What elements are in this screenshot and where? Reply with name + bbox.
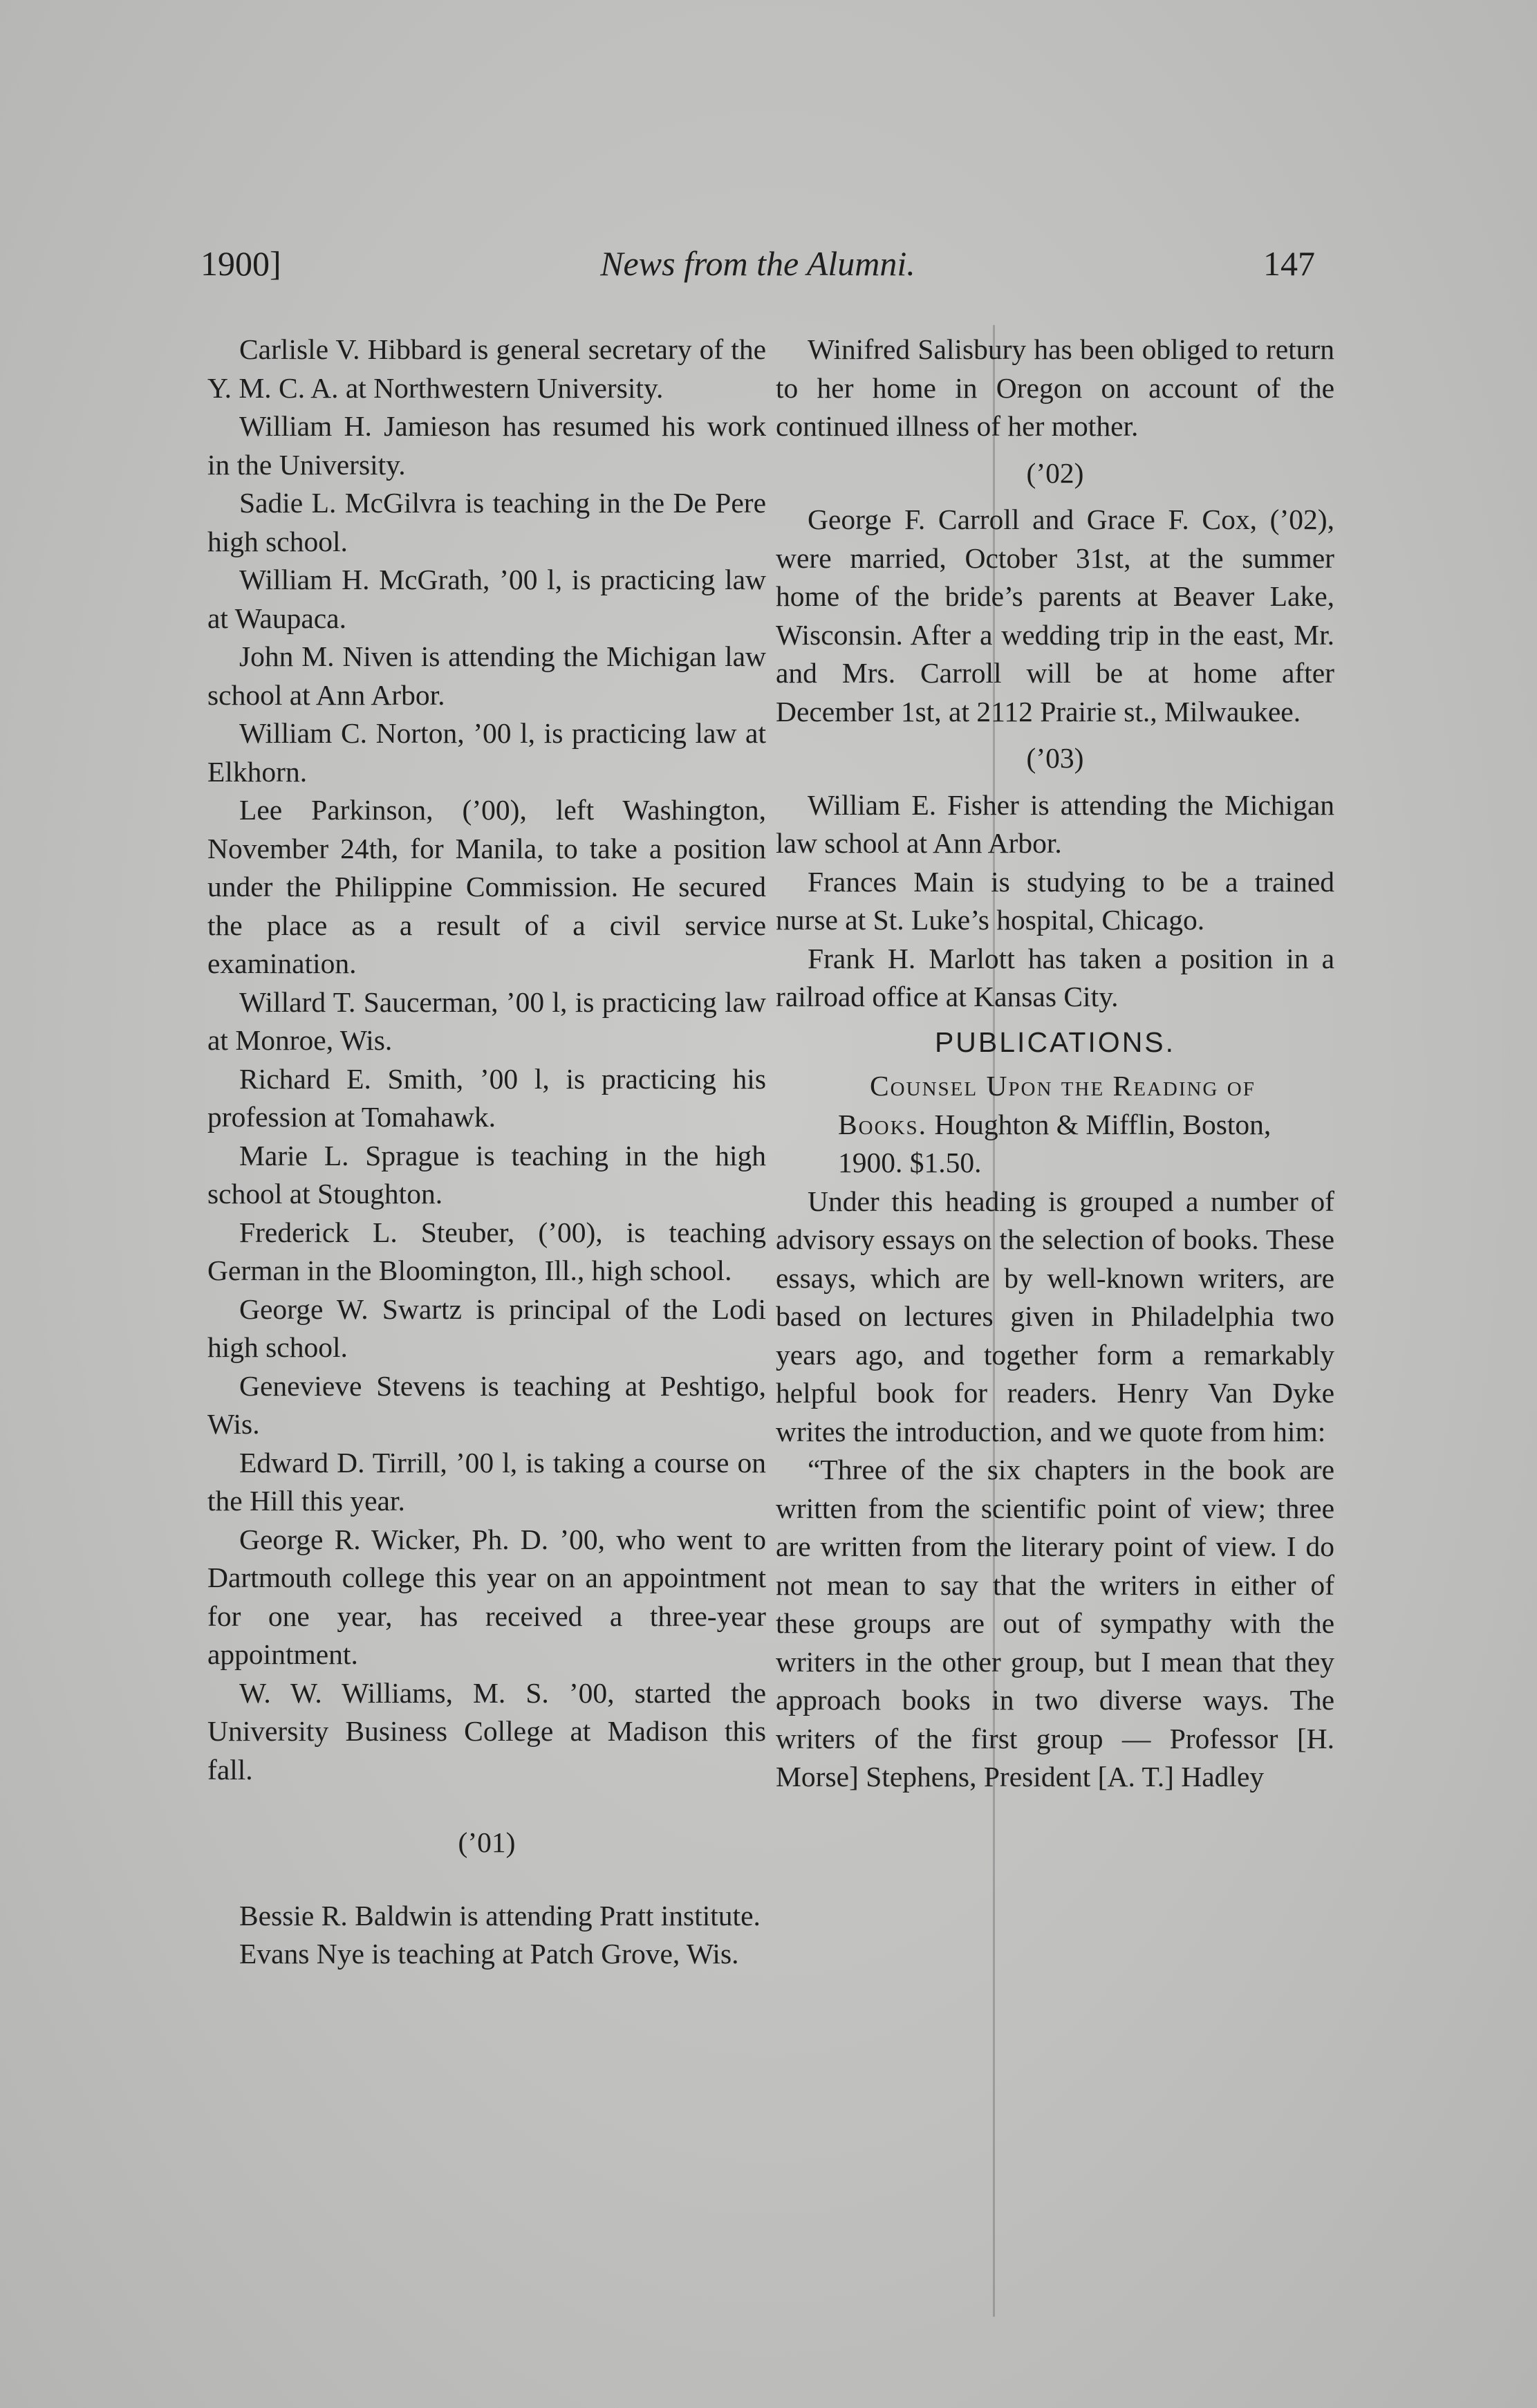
header-title: News from the Alumni.	[600, 244, 915, 283]
page-number: 147	[1263, 244, 1315, 283]
news-paragraph: Frank H. Marlott has taken a position in a railroad office at Kansas City.	[776, 942, 1334, 1012]
news-paragraph: George R. Wicker, Ph. D. ’00, who went to Dartmouth college this year on an appointment for one year, has received a three-year appointment.	[207, 1523, 766, 1670]
news-paragraph: Frances Main is studying to be a trained nurse at St. Luke’s hospital, Chicago.	[776, 865, 1334, 936]
right-column	[776, 331, 1334, 1797]
news-paragraph: William H. McGrath, ’00 l, is practicing law at Waupaca.	[207, 564, 766, 634]
running-header	[201, 243, 1315, 292]
news-paragraph: Willard T. Saucerman, ’00 l, is practicing law at Monroe, Wis.	[207, 985, 766, 1056]
review-paragraph: “Three of the six chapters in the book are written from the scientific point of view; three are written from the literary point of view. I do not mean to say that the writers in either of these groups are out of sympathy with the writers in the other group, but I mean that they approach books in two diverse ways. The writers of the first group — Professor [H. Morse] Stephens, President [A. T.] Hadley	[776, 1454, 1334, 1793]
class-section-heading: (’03)	[1026, 742, 1084, 774]
news-paragraph: Marie L. Sprague is teaching in the high school at Stoughton.	[207, 1139, 766, 1210]
publications-heading: PUBLICATIONS.	[934, 1026, 1176, 1058]
news-paragraph: Evans Nye is teaching at Patch Grove, Wis.	[239, 1938, 739, 1970]
news-paragraph: Frederick L. Steuber, (’00), is teaching German in the Bloomington, Ill., high school.	[207, 1216, 766, 1286]
news-paragraph: William H. Jamieson has resumed his work in the University.	[207, 410, 766, 481]
news-paragraph: W. W. Williams, M. S. ’00, started the University Business College at Madison this fall.	[207, 1676, 766, 1786]
news-paragraph: Lee Parkinson, (’00), left Washington, November 24th, for Manila, to take a position under the Philippine Commission. He secured the place as a result of a civil service examination.	[207, 794, 766, 979]
left-column	[207, 331, 766, 1974]
news-paragraph: Sadie L. McGilvra is teaching in the De Pere high school.	[207, 487, 766, 557]
news-paragraph: Edward D. Tirrill, ’00 l, is taking a course on the Hill this year.	[207, 1446, 766, 1517]
header-year: 1900]	[201, 244, 281, 283]
class-section-heading: (’02)	[1026, 456, 1084, 489]
news-paragraph: Richard E. Smith, ’00 l, is practicing his profession at Tomahawk.	[207, 1062, 766, 1133]
news-paragraph: Carlisle V. Hibbard is general secretary of the Y. M. C. A. at Northwestern University.	[207, 333, 766, 404]
news-paragraph: William E. Fisher is attending the Michigan law school at Ann Arbor.	[776, 788, 1334, 859]
news-paragraph: John M. Niven is attending the Michigan law school at Ann Arbor.	[207, 640, 766, 711]
book-title: Counsel Upon the Reading of Books.	[838, 1070, 1256, 1140]
news-paragraph: George F. Carroll and Grace F. Cox, (’02), were married, October 31st, at the summer home of the bride’s parents at Beaver Lake, Wisconsin. After a wedding trip in the east, Mr. and Mrs. Carroll will be at home after December 1st, at 2112 Prairie st., Milwaukee.	[776, 503, 1334, 728]
news-paragraph: Winifred Salisbury has been obliged to return to her home in Oregon on account of the continued illness of her mother.	[776, 333, 1334, 442]
news-paragraph: Bessie R. Baldwin is attending Pratt institute.	[239, 1899, 761, 1932]
book-publication-details: Houghton & Mifflin, Boston, 1900. $1.50.	[838, 1108, 1271, 1178]
review-paragraph: Under this heading is grouped a number of advisory essays on the selection of books. These essays, which are by well-known writers, are based on lectures given in Philadelphia two years ago, and together form a remarkably helpful book for readers. Henry Van Dyke writes the introduction, and we quote from him:	[776, 1185, 1334, 1447]
news-paragraph: William C. Norton, ’00 l, is practicing law at Elkhorn.	[207, 717, 766, 788]
book-citation	[776, 1067, 1334, 1183]
news-paragraph: Genevieve Stevens is teaching at Peshtigo, Wis.	[207, 1369, 766, 1440]
news-paragraph: George W. Swartz is principal of the Lodi high school.	[207, 1293, 766, 1363]
class-section-heading: (’01)	[458, 1826, 516, 1858]
